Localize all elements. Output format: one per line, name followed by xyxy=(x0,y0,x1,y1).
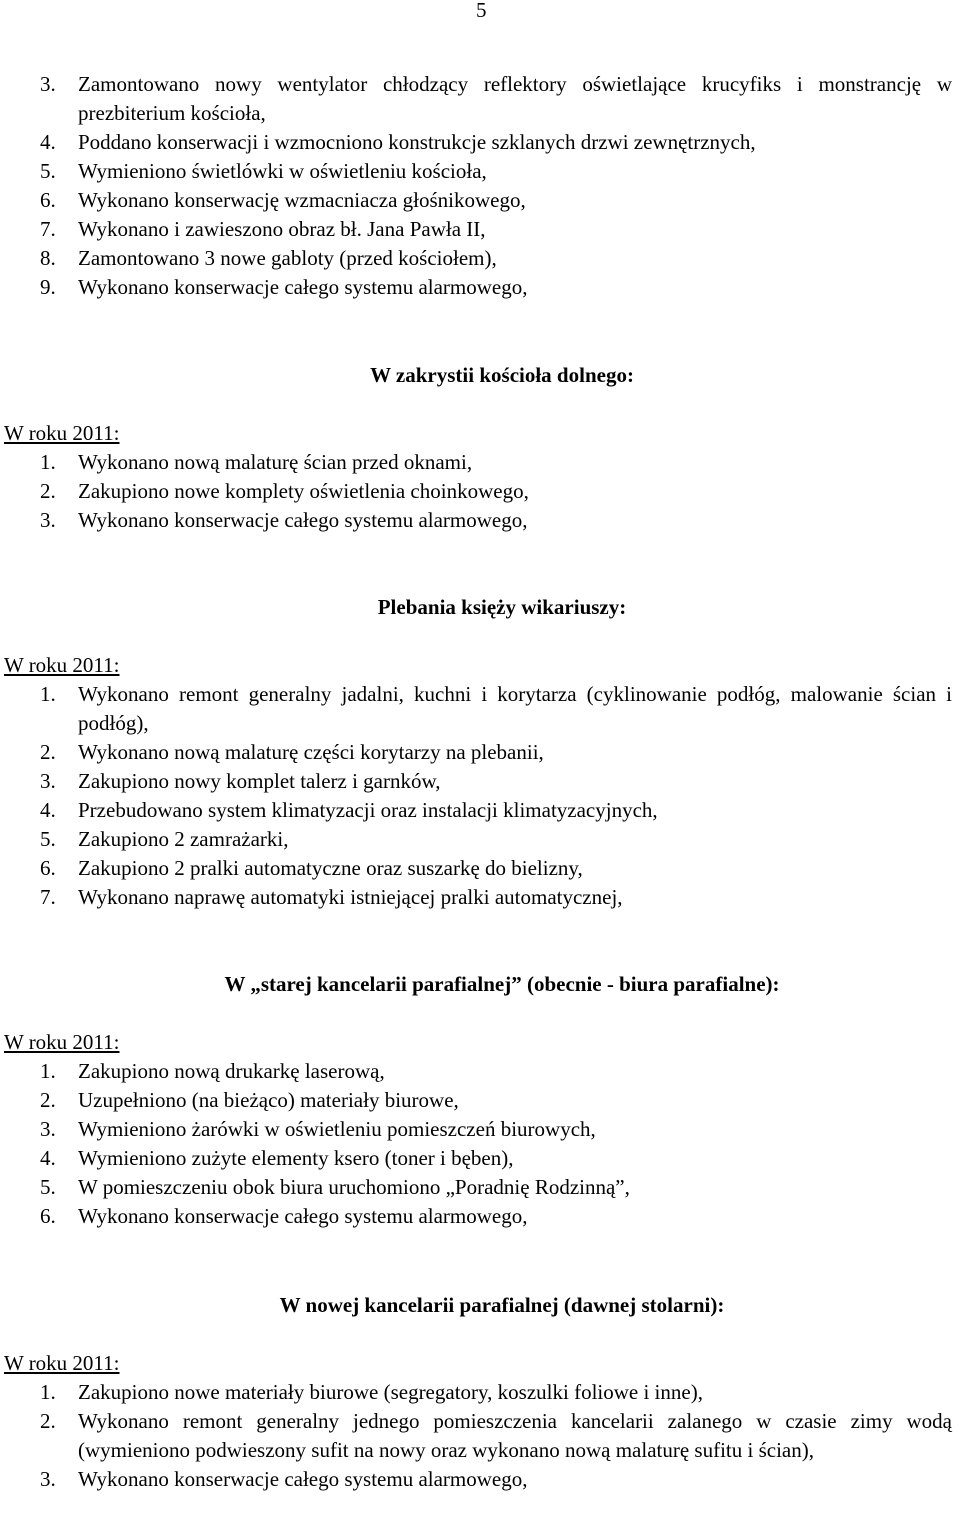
item-text: Wykonano nową malaturę części korytarzy na plebanii, xyxy=(78,740,544,764)
item-number: 6. xyxy=(40,856,56,880)
item-number: 3. xyxy=(40,1117,56,1141)
list-item xyxy=(0,128,960,157)
intro-list xyxy=(0,70,960,302)
item-text: Wykonano konserwacje całego systemu alarmowego, xyxy=(78,1467,528,1491)
item-text: Wykonano konserwacje całego systemu alarmowego, xyxy=(78,275,528,299)
list-item xyxy=(0,157,960,186)
page-number: 5 xyxy=(476,0,487,22)
list-item xyxy=(0,244,960,273)
item-text: Wymieniono żarówki w oświetleniu pomieszczeń biurowych, xyxy=(78,1117,596,1141)
item-number: 3. xyxy=(40,769,56,793)
list-item xyxy=(0,1465,960,1494)
section-heading: W zakrystii kościoła dolnego: xyxy=(370,363,634,387)
item-number: 1. xyxy=(40,1059,56,1083)
item-number: 5. xyxy=(40,159,56,183)
item-number: 7. xyxy=(40,217,56,241)
list-item xyxy=(0,825,960,854)
section-heading: Plebania księży wikariuszy: xyxy=(377,595,627,619)
item-number: 3. xyxy=(40,72,56,96)
list-item xyxy=(0,70,960,128)
year-label: W roku 2011: xyxy=(4,1030,120,1054)
item-number: 7. xyxy=(40,885,56,909)
list-item xyxy=(0,215,960,244)
year-label: W roku 2011: xyxy=(4,421,120,445)
list-item xyxy=(0,273,960,302)
item-number: 1. xyxy=(40,682,56,706)
item-text: Zakupiono nowy komplet talerz i garnków, xyxy=(78,769,441,793)
section-stara-kancelaria xyxy=(0,970,960,1231)
item-text: Wymieniono zużyte elementy ksero (toner i bęben), xyxy=(78,1146,514,1170)
section-zakrystia xyxy=(0,361,960,535)
section-heading: W nowej kancelarii parafialnej (dawnej stolarni): xyxy=(279,1293,725,1317)
item-text: Zakupiono 2 pralki automatyczne oraz suszarkę do bielizny, xyxy=(78,856,583,880)
section-nowa-kancelaria xyxy=(0,1291,960,1494)
item-number: 1. xyxy=(40,1380,56,1404)
item-text: Wykonano remont generalny jadalni, kuchni i korytarza (cyklinowanie podłóg, malowanie ścian i podłóg), xyxy=(78,682,952,735)
item-text: Wykonano remont generalny jednego pomieszczenia kancelarii zalanego w czasie zimy wodą (wymieniono podwieszony sufit na nowy oraz wykonano nową malaturę sufitu i ścian), xyxy=(78,1409,952,1462)
item-text: W pomieszczeniu obok biura uruchomiono „Poradnię Rodzinną”, xyxy=(78,1175,630,1199)
list-item xyxy=(0,477,960,506)
item-number: 4. xyxy=(40,130,56,154)
list-item xyxy=(0,1202,960,1231)
item-text: Wykonano konserwacje całego systemu alarmowego, xyxy=(78,508,528,532)
section-heading: W „starej kancelarii parafialnej” (obecnie - biura parafialne): xyxy=(224,972,780,996)
list-item xyxy=(0,680,960,738)
item-number: 4. xyxy=(40,798,56,822)
item-number: 2. xyxy=(40,1409,56,1433)
item-text: Uzupełniono (na bieżąco) materiały biurowe, xyxy=(78,1088,459,1112)
year-label: W roku 2011: xyxy=(4,653,120,677)
item-text: Wymieniono świetlówki w oświetleniu kościoła, xyxy=(78,159,487,183)
item-text: Zakupiono 2 zamrażarki, xyxy=(78,827,289,851)
item-number: 2. xyxy=(40,740,56,764)
item-text: Wykonano nową malaturę ścian przed oknami, xyxy=(78,450,473,474)
item-number: 5. xyxy=(40,1175,56,1199)
list-item xyxy=(0,1086,960,1115)
item-text: Wykonano konserwacje całego systemu alarmowego, xyxy=(78,1204,528,1228)
list-item xyxy=(0,767,960,796)
item-number: 2. xyxy=(40,1088,56,1112)
list-item xyxy=(0,1115,960,1144)
item-text: Poddano konserwacji i wzmocniono konstrukcje szklanych drzwi zewnętrznych, xyxy=(78,130,756,154)
list-item xyxy=(0,506,960,535)
list-item xyxy=(0,1407,960,1465)
list-item xyxy=(0,1378,960,1407)
item-number: 1. xyxy=(40,450,56,474)
list-item xyxy=(0,448,960,477)
item-text: Zamontowano nowy wentylator chłodzący reflektory oświetlające krucyfiks i monstrancję w prezbiterium kościoła, xyxy=(78,72,952,125)
item-number: 3. xyxy=(40,1467,56,1491)
item-number: 2. xyxy=(40,479,56,503)
item-text: Wykonano i zawieszono obraz bł. Jana Pawła II, xyxy=(78,217,486,241)
item-text: Zamontowano 3 nowe gabloty (przed kościołem), xyxy=(78,246,497,270)
item-text: Zakupiono nowe materiały biurowe (segregatory, koszulki foliowe i inne), xyxy=(78,1380,703,1404)
item-text: Wykonano konserwację wzmacniacza głośnikowego, xyxy=(78,188,526,212)
item-number: 6. xyxy=(40,1204,56,1228)
list-item xyxy=(0,1057,960,1086)
list-item xyxy=(0,738,960,767)
list-item xyxy=(0,186,960,215)
item-text: Zakupiono nową drukarkę laserową, xyxy=(78,1059,385,1083)
item-number: 8. xyxy=(40,246,56,270)
item-number: 6. xyxy=(40,188,56,212)
item-number: 3. xyxy=(40,508,56,532)
item-number: 9. xyxy=(40,275,56,299)
list-item xyxy=(0,1144,960,1173)
item-number: 5. xyxy=(40,827,56,851)
list-item xyxy=(0,854,960,883)
list-item xyxy=(0,1173,960,1202)
item-text: Wykonano naprawę automatyki istniejącej pralki automatycznej, xyxy=(78,885,623,909)
section-plebania xyxy=(0,593,960,912)
year-label: W roku 2011: xyxy=(4,1351,120,1375)
item-text: Zakupiono nowe komplety oświetlenia choinkowego, xyxy=(78,479,529,503)
list-item xyxy=(0,883,960,912)
item-text: Przebudowano system klimatyzacji oraz instalacji klimatyzacyjnych, xyxy=(78,798,658,822)
list-item xyxy=(0,796,960,825)
item-number: 4. xyxy=(40,1146,56,1170)
